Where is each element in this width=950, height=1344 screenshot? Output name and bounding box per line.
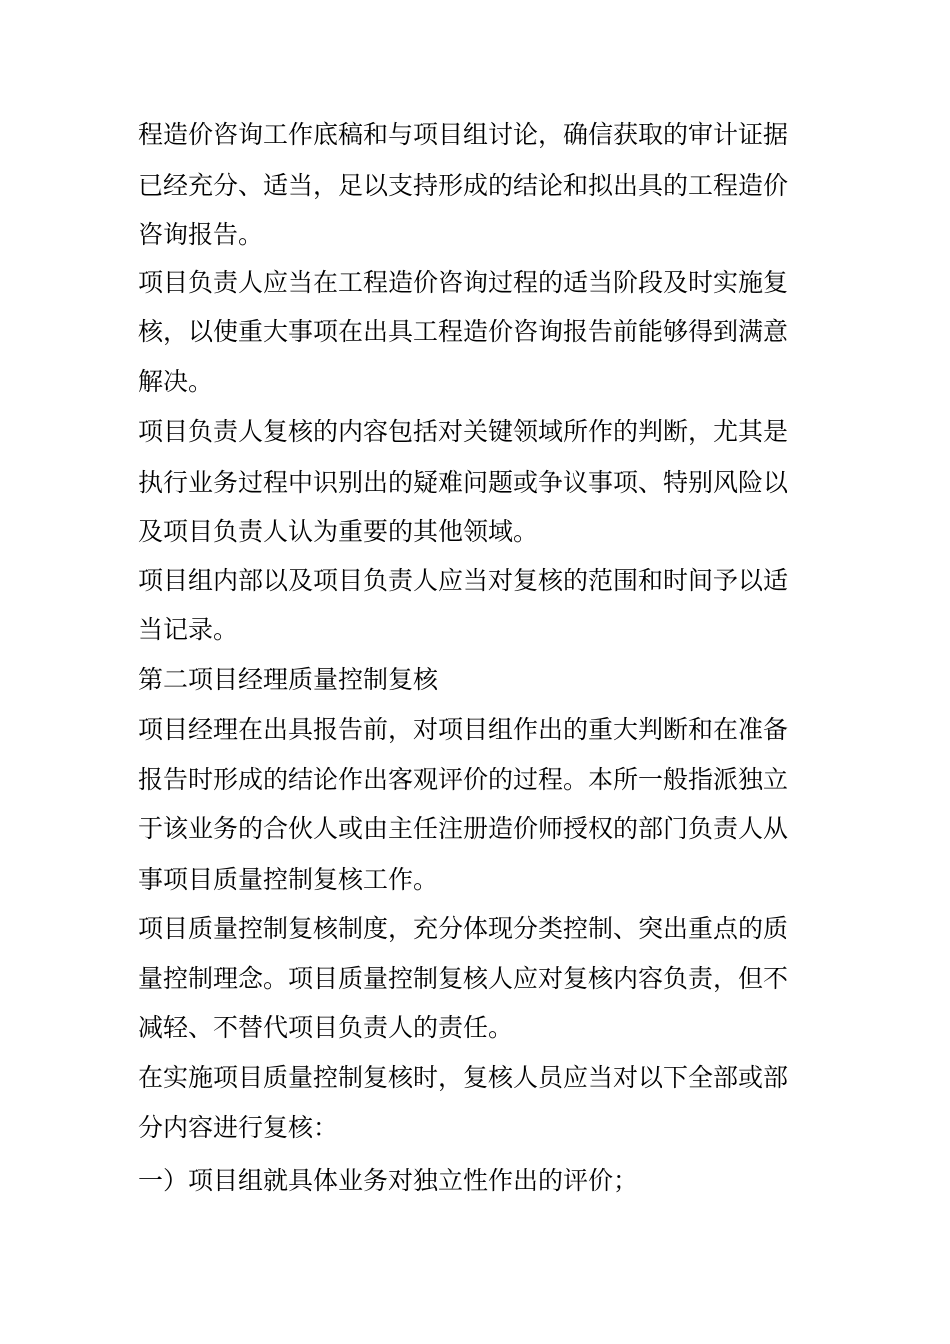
text-line: 减轻、不替代项目负责人的责任。	[138, 1013, 514, 1042]
text-line: 于该业务的合伙人或由主任注册造价师授权的部门负责人从	[138, 814, 789, 843]
text-line: 项目组内部以及项目负责人应当对复核的范围和时间予以适	[138, 566, 789, 595]
text-line: 及项目负责人认为重要的其他领域。	[138, 517, 539, 546]
text-line: 咨询报告。	[138, 220, 264, 249]
text-line: 核，以使重大事项在出具工程造价咨询报告前能够得到满意	[138, 317, 789, 346]
text-line: 执行业务过程中识别出的疑难问题或争议事项、特别风险以	[138, 468, 789, 497]
text-line: 分内容进行复核：	[138, 1113, 339, 1142]
text-line: 在实施项目质量控制复核时，复核人员应当对以下全部或部	[138, 1063, 789, 1092]
text-line: 项目经理在出具报告前，对项目组作出的重大判断和在准备	[138, 715, 789, 744]
text-line: 程造价咨询工作底稿和与项目组讨论，确信获取的审计证据	[138, 120, 789, 149]
text-line: 项目质量控制复核制度，充分体现分类控制、突出重点的质	[138, 914, 789, 943]
text-line: 项目负责人复核的内容包括对关键领域所作的判断，尤其是	[138, 417, 789, 446]
text-line: 当记录。	[138, 615, 239, 644]
text-line: 已经充分、适当，足以支持形成的结论和拟出具的工程造价	[138, 171, 789, 200]
text-line: 报告时形成的结论作出客观评价的过程。本所一般指派独立	[138, 765, 789, 794]
text-line: 事项目质量控制复核工作。	[138, 865, 439, 894]
text-line: 解决。	[138, 367, 214, 396]
section-heading: 第二项目经理质量控制复核	[138, 665, 439, 694]
text-line: 量控制理念。项目质量控制复核人应对复核内容负责，但不	[138, 964, 789, 993]
text-line: 项目负责人应当在工程造价咨询过程的适当阶段及时实施复	[138, 268, 789, 297]
list-item: 一）项目组就具体业务对独立性作出的评价；	[138, 1166, 639, 1195]
